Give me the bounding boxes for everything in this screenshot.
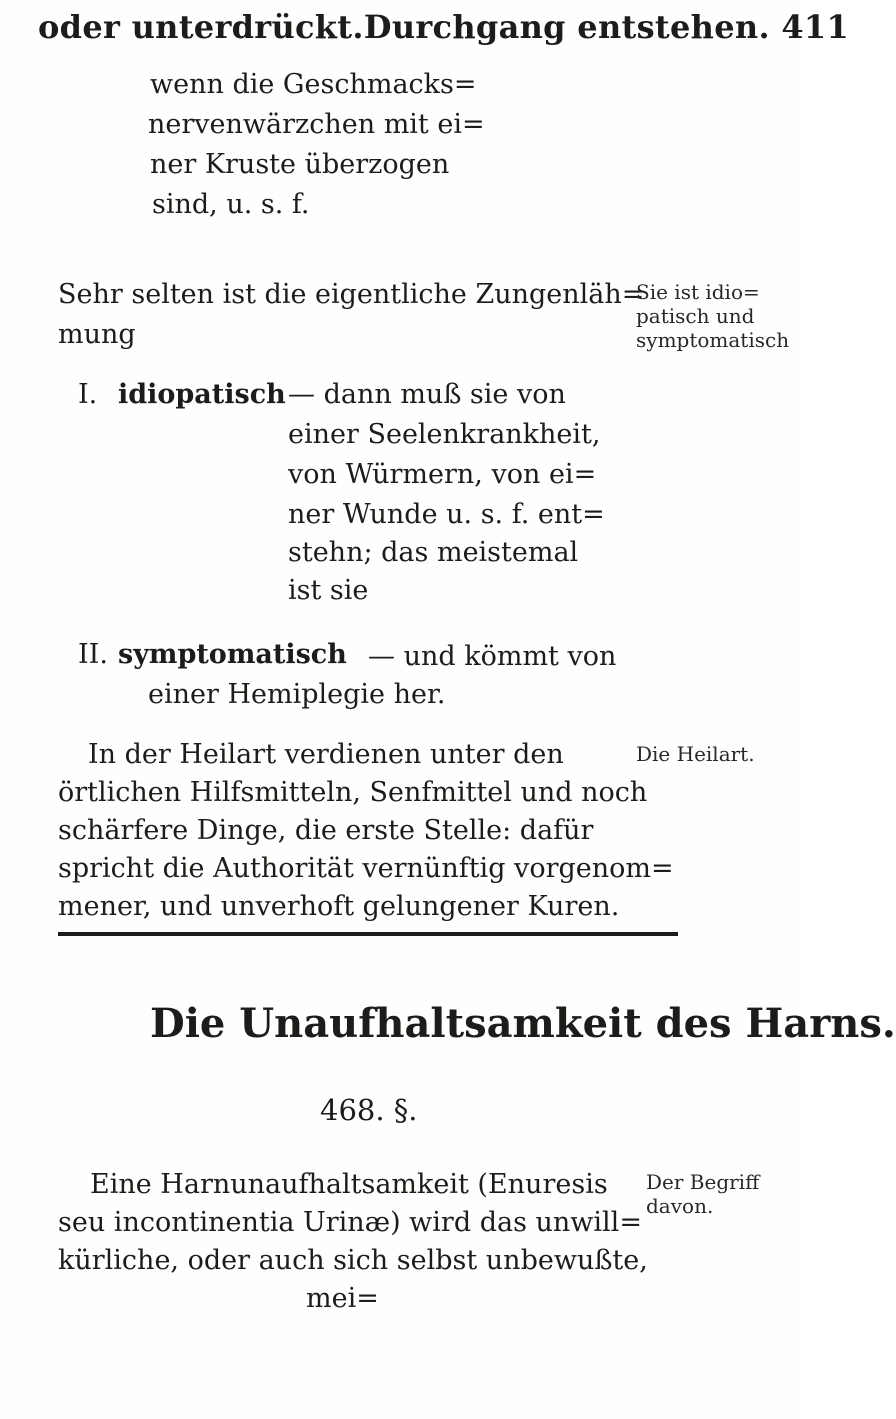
text-line: kürliche, oder auch sich selbst unbewußte, xyxy=(58,1245,648,1276)
running-head: oder unterdrückt.Durchgang entstehen. 411 xyxy=(38,8,850,46)
text-line: einer Hemiplegie her. xyxy=(148,679,446,710)
text-line: mei= xyxy=(306,1283,379,1314)
text-line: Sehr selten ist die eigentliche Zungenläh= xyxy=(58,279,645,310)
item-number: II. xyxy=(78,639,108,670)
text-line: mung xyxy=(58,319,136,350)
item-number: I. xyxy=(78,379,98,410)
text-line: In der Heilart verdienen unter den xyxy=(88,739,564,770)
text-line: nervenwärzchen mit ei= xyxy=(148,109,485,140)
margin-note: patisch und xyxy=(636,304,755,328)
text-line: spricht die Authorität vernünftig vorgenom= xyxy=(58,853,674,884)
margin-note: Die Heilart. xyxy=(636,742,755,766)
margin-note: davon. xyxy=(646,1194,714,1218)
text-line: Eine Harnunaufhaltsamkeit (Enuresis xyxy=(90,1169,608,1200)
item-term: symptomatisch xyxy=(118,639,347,670)
text-line: örtlichen Hilfsmitteln, Senfmittel und noch xyxy=(58,777,648,808)
margin-note: Der Begriff xyxy=(646,1170,760,1194)
section-heading: Die Unaufhaltsamkeit des Harns. xyxy=(150,1000,896,1047)
margin-note: Sie ist idio= xyxy=(636,280,760,304)
text-line: einer Seelenkrankheit, xyxy=(288,419,601,450)
text-line: stehn; das meistemal xyxy=(288,537,579,568)
text-line: ner Kruste überzogen xyxy=(150,149,450,180)
margin-note: symptomatisch xyxy=(636,328,790,352)
text-line: von Würmern, von ei= xyxy=(288,459,597,490)
item-term: idiopatisch xyxy=(118,379,286,410)
text-line: seu incontinentia Urinæ) wird das unwill= xyxy=(58,1207,642,1238)
text-line: schärfere Dinge, die erste Stelle: dafür xyxy=(58,815,594,846)
text-line: — dann muß sie von xyxy=(288,379,566,410)
text-line: ist sie xyxy=(288,575,369,606)
text-line: sind, u. s. f. xyxy=(152,189,310,220)
text-line: wenn die Geschmacks= xyxy=(150,69,477,100)
paragraph-number: 468. §. xyxy=(320,1093,418,1127)
section-divider xyxy=(58,932,678,936)
text-line: ner Wunde u. s. f. ent= xyxy=(288,499,605,530)
text-line: mener, und unverhoft gelungener Kuren. xyxy=(58,891,620,922)
text-line: — und kömmt von xyxy=(368,641,617,672)
